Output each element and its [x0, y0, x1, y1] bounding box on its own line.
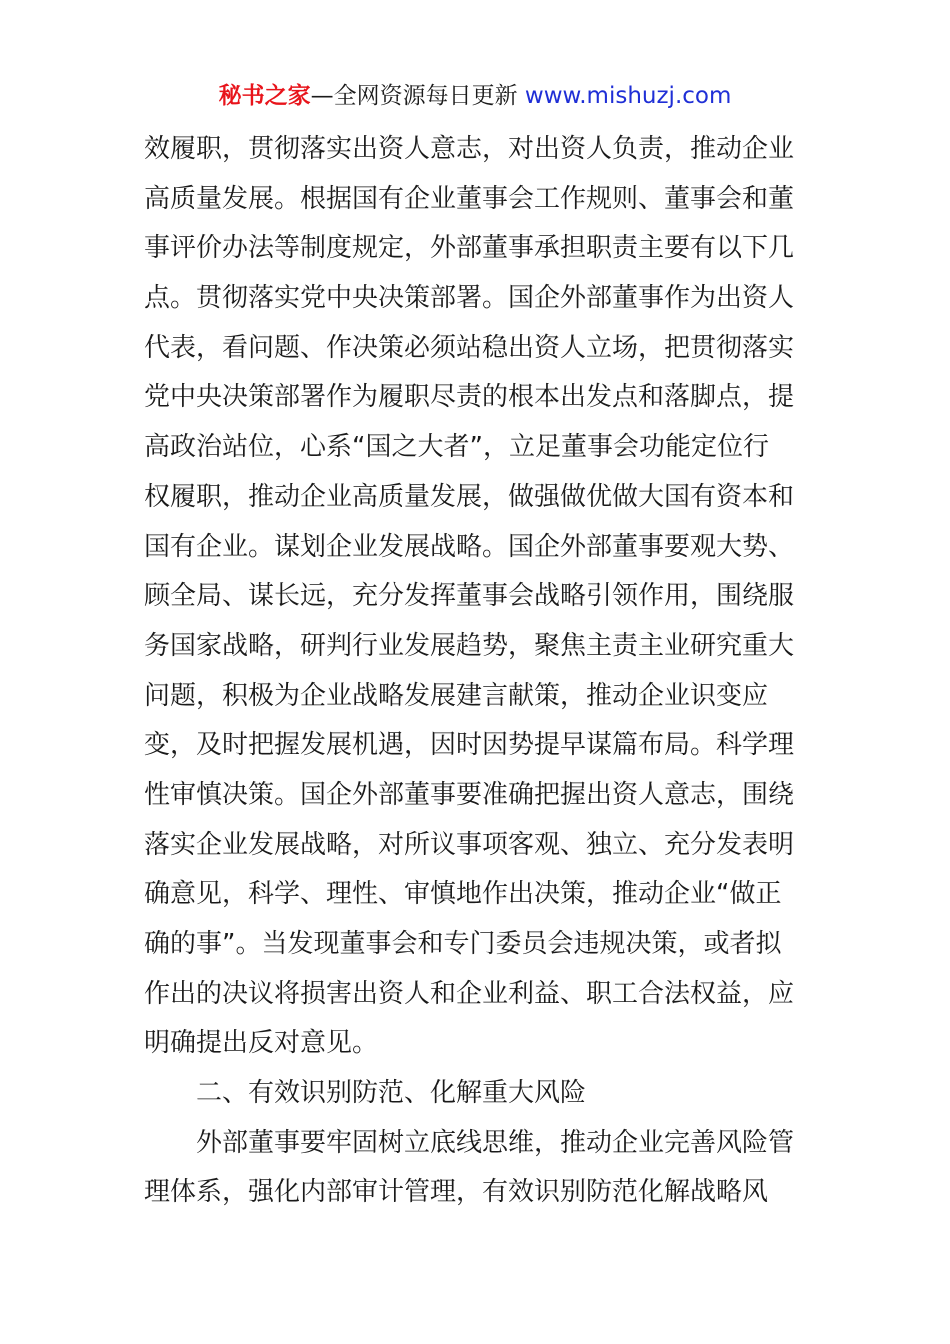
- body-line: 党中央决策部署作为履职尽责的根本出发点和落脚点，提: [144, 382, 795, 413]
- paragraph-line: 理体系，强化内部审计管理，有效识别防范化解战略风: [144, 1177, 769, 1208]
- body-line: 务国家战略，研判行业发展趋势，聚焦主责主业研究重大: [144, 630, 795, 661]
- body-line: 作出的决议将损害出资人和企业利益、职工合法权益，应: [144, 978, 795, 1009]
- paragraph-line: 外部董事要牢固树立底线思维，推动企业完善风险管: [196, 1127, 795, 1158]
- site-url[interactable]: www.mishuzj.com: [524, 83, 732, 109]
- body-line: 国有企业。谋划企业发展战略。国企外部董事要观大势、: [144, 531, 795, 562]
- brand-name[interactable]: 秘书之家: [218, 83, 311, 109]
- body-line: 确的事”。当发现董事会和专门委员会违规决策，或者拟: [144, 929, 782, 959]
- body-line: 高质量发展。根据国有企业董事会工作规则、董事会和董: [144, 183, 795, 214]
- body-line: 效履职，贯彻落实出资人意志，对出资人负责，推动企业: [144, 134, 795, 164]
- body-line: 问题，积极为企业战略发展建言献策，推动企业识变应: [144, 680, 769, 711]
- document-body: [144, 125, 824, 1218]
- body-line: 点。贯彻落实党中央决策部署。国企外部董事作为出资人: [144, 283, 795, 314]
- section-heading: 二、有效识别防范、化解重大风险: [196, 1078, 587, 1109]
- body-line: 代表，看问题、作决策必须站稳出资人立场，把贯彻落实: [144, 332, 795, 363]
- body-line: 性审慎决策。国企外部董事要准确把握出资人意志，围绕: [144, 779, 795, 810]
- body-line: 明确提出反对意见。: [144, 1028, 379, 1059]
- body-line: 确意见，科学、理性、审慎地作出决策，推动企业“做正: [144, 879, 782, 910]
- body-line: 高政治站位，心系“国之大者”，立足董事会功能定位行: [144, 432, 769, 463]
- body-line: 权履职，推动企业高质量发展，做强做优做大国有资本和: [144, 481, 795, 512]
- body-line: 落实企业发展战略，对所议事项客观、独立、充分发表明: [144, 829, 795, 860]
- body-line: 变，及时把握发展机遇，因时因势提早谋篇布局。科学理: [144, 730, 795, 761]
- body-line: 事评价办法等制度规定，外部董事承担职责主要有以下几: [144, 233, 795, 264]
- body-line: 顾全局、谋长远，充分发挥董事会战略引领作用，围绕服: [144, 581, 795, 612]
- page-header: [0, 80, 950, 112]
- header-tagline: —全网资源每日更新: [310, 83, 525, 109]
